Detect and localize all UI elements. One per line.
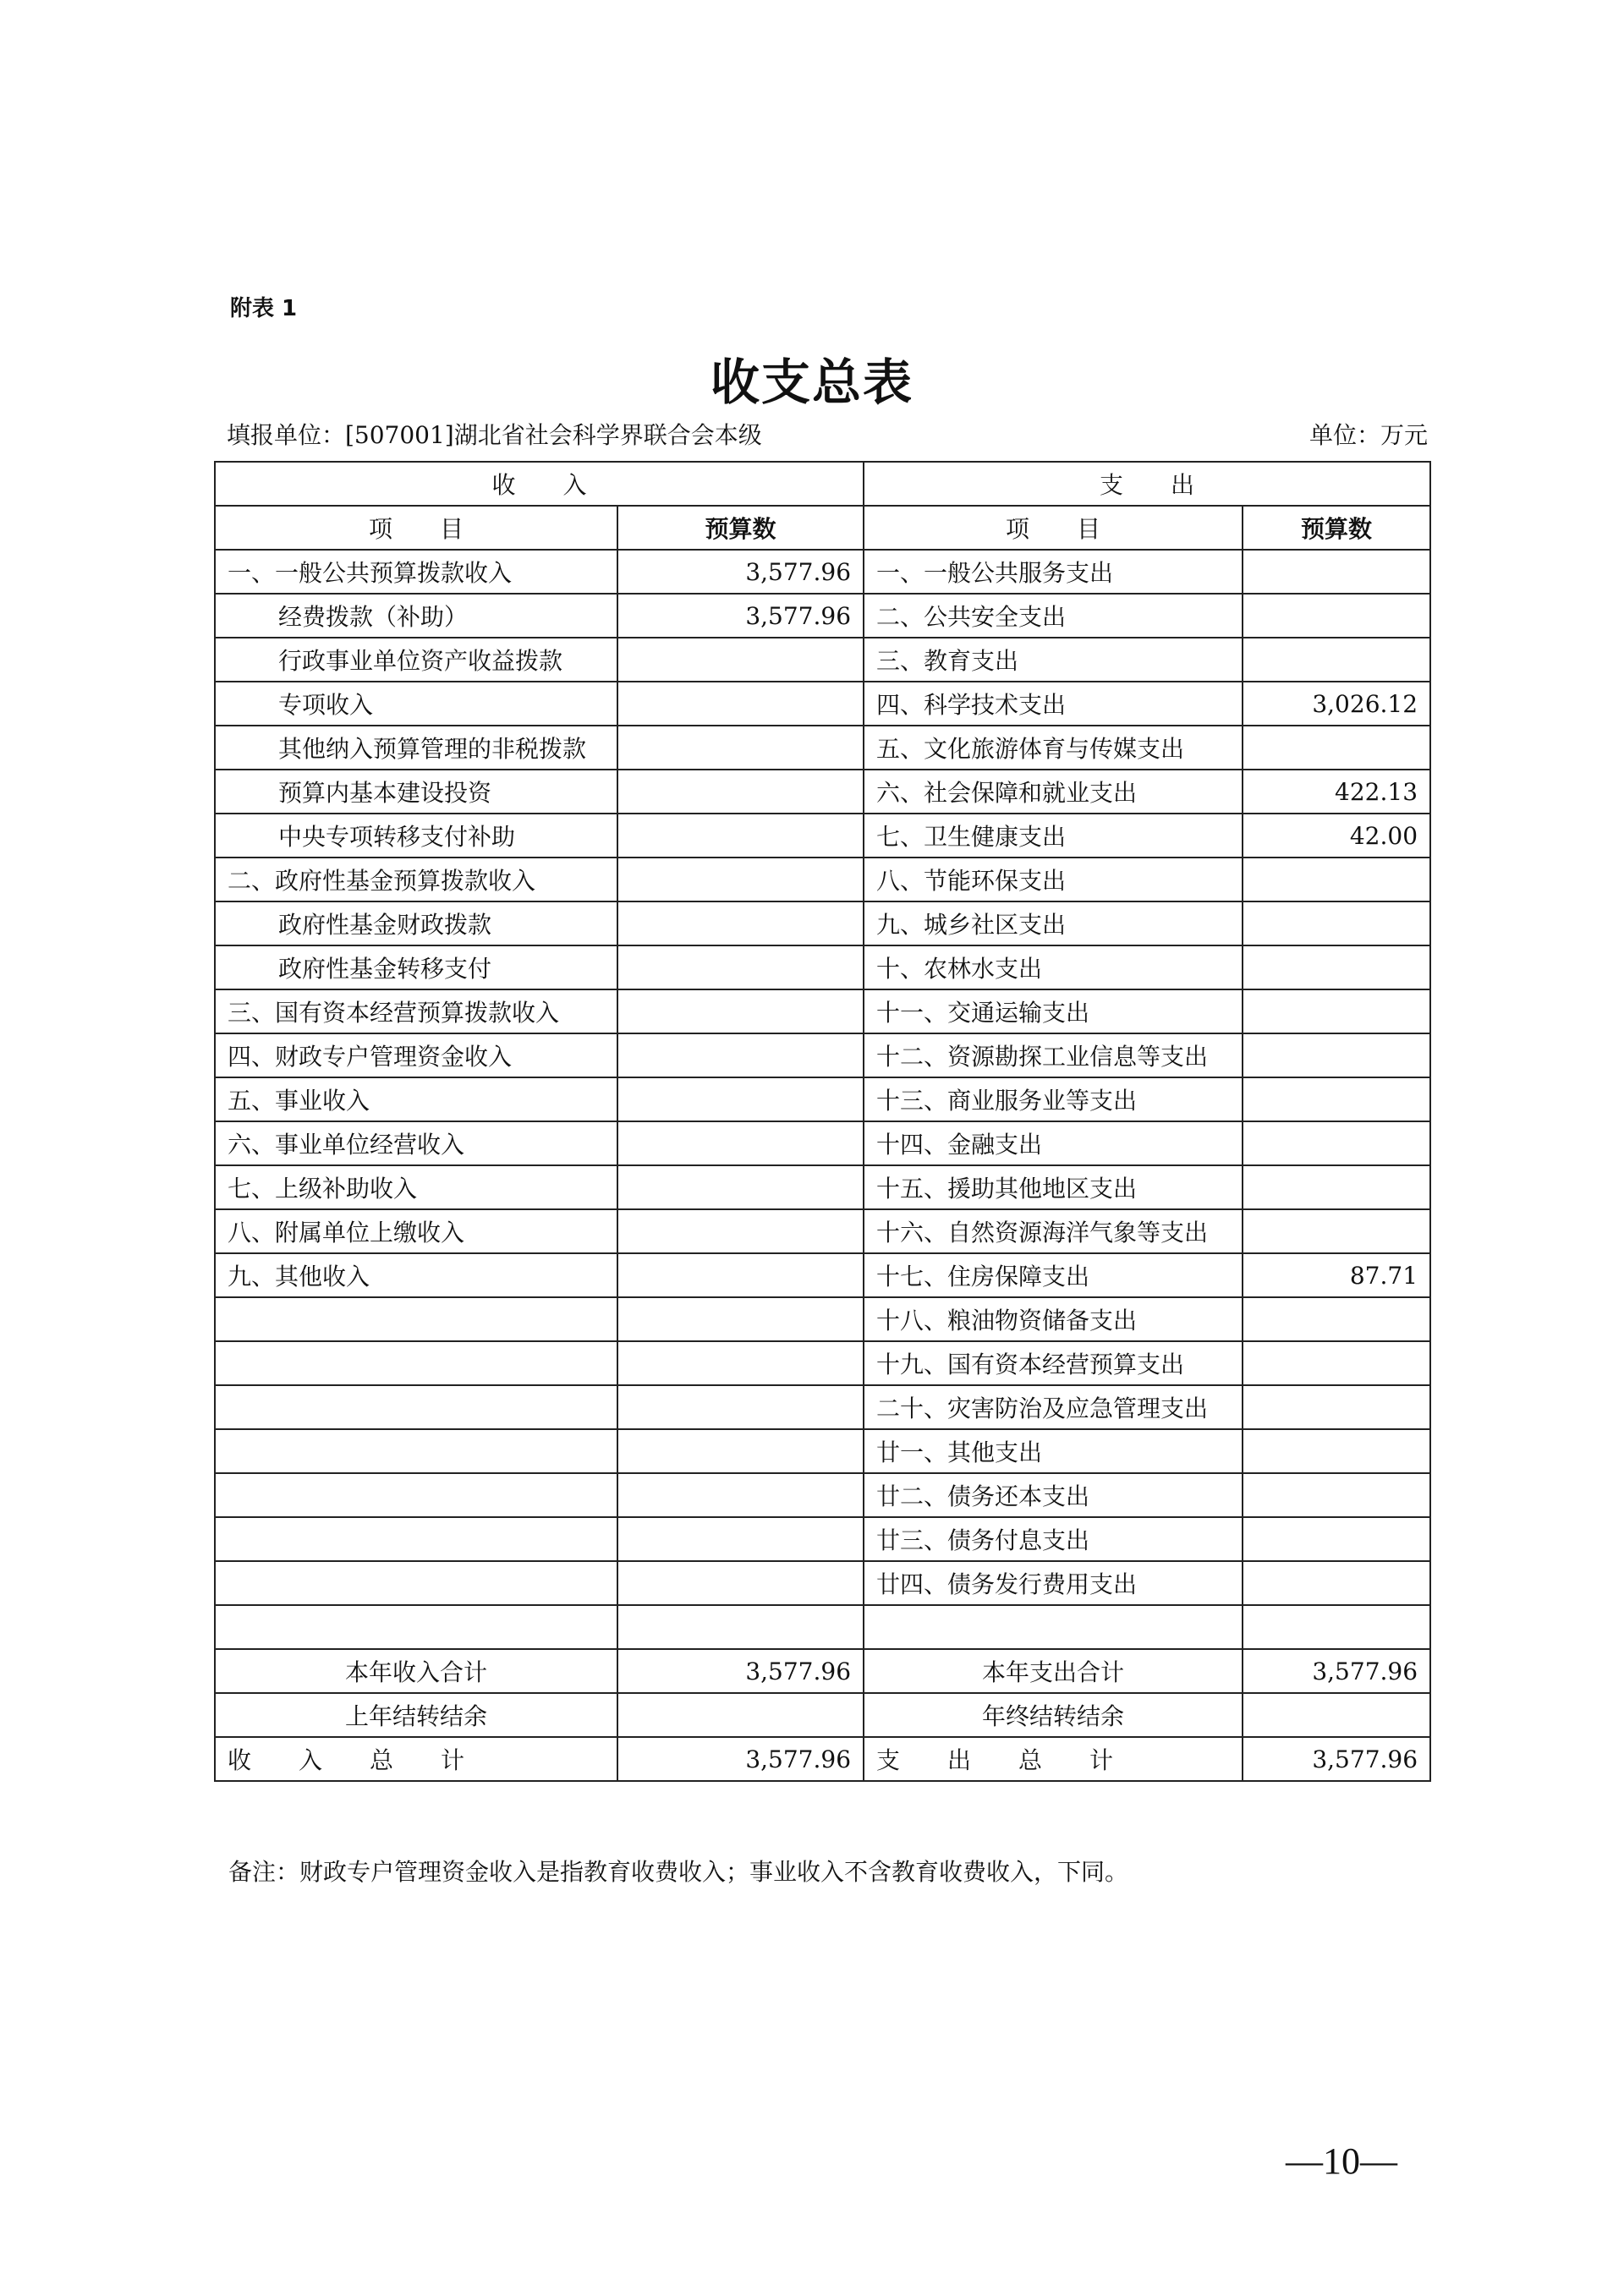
table-row bbox=[215, 1297, 1430, 1341]
table-row bbox=[215, 1253, 1430, 1297]
income-budget-cell bbox=[617, 726, 864, 770]
expense-budget-cell bbox=[1243, 858, 1430, 901]
expense-budget-cell: 87.71 bbox=[1243, 1253, 1430, 1297]
summary-row bbox=[215, 1737, 1430, 1781]
expense-item-cell: 十八、粮油物资储备支出 bbox=[864, 1297, 1243, 1341]
expense-budget-cell: 422.13 bbox=[1243, 770, 1430, 814]
expense-budget-cell bbox=[1243, 726, 1430, 770]
table-row bbox=[215, 726, 1430, 770]
table-row bbox=[215, 989, 1430, 1033]
expense-item-cell: 十六、自然资源海洋气象等支出 bbox=[864, 1209, 1243, 1253]
expense-item-cell: 一、一般公共服务支出 bbox=[864, 550, 1243, 594]
expense-item-cell: 六、社会保障和就业支出 bbox=[864, 770, 1243, 814]
expense-summary-label: 本年支出合计 bbox=[864, 1649, 1243, 1693]
income-item-cell bbox=[215, 1385, 617, 1429]
table-row bbox=[215, 858, 1430, 901]
expense-item-cell: 十一、交通运输支出 bbox=[864, 989, 1243, 1033]
income-budget-cell bbox=[617, 858, 864, 901]
income-budget-cell bbox=[617, 1165, 864, 1209]
income-summary-label: 本年收入合计 bbox=[215, 1649, 617, 1693]
expense-budget-cell: 42.00 bbox=[1243, 814, 1430, 858]
income-budget-cell bbox=[617, 814, 864, 858]
expense-budget-cell: 3,026.12 bbox=[1243, 682, 1430, 726]
expense-budget-header: 预算数 bbox=[1243, 506, 1430, 550]
expense-summary-value bbox=[1243, 1693, 1430, 1737]
expense-budget-cell bbox=[1243, 638, 1430, 682]
reporting-unit: 填报单位：[507001]湖北省社会科学界联合会本级 bbox=[227, 421, 762, 449]
footnote: 备注：财政专户管理资金收入是指教育收费收入；事业收入不含教育收费收入，下同。 bbox=[228, 1858, 1129, 1886]
table-row bbox=[215, 682, 1430, 726]
section-header-row bbox=[215, 462, 1430, 506]
expense-item-cell: 廿一、其他支出 bbox=[864, 1429, 1243, 1473]
income-summary-label: 上年结转结余 bbox=[215, 1693, 617, 1737]
income-item-cell: 预算内基本建设投资 bbox=[215, 770, 617, 814]
expense-budget-cell bbox=[1243, 1121, 1430, 1165]
income-item-cell: 三、国有资本经营预算拨款收入 bbox=[215, 989, 617, 1033]
table-row bbox=[215, 1165, 1430, 1209]
table-row bbox=[215, 1605, 1430, 1649]
expense-item-cell: 九、城乡社区支出 bbox=[864, 901, 1243, 945]
table-row bbox=[215, 1473, 1430, 1517]
table-row bbox=[215, 594, 1430, 638]
summary-row bbox=[215, 1693, 1430, 1737]
expense-item-cell: 十四、金融支出 bbox=[864, 1121, 1243, 1165]
expense-budget-cell bbox=[1243, 1165, 1430, 1209]
income-summary-value: 3,577.96 bbox=[617, 1737, 864, 1781]
income-budget-cell bbox=[617, 901, 864, 945]
income-item-cell bbox=[215, 1517, 617, 1561]
income-item-cell: 专项收入 bbox=[215, 682, 617, 726]
expense-item-cell: 二、公共安全支出 bbox=[864, 594, 1243, 638]
expense-item-cell: 廿二、债务还本支出 bbox=[864, 1473, 1243, 1517]
expense-summary-label: 支 出 总 计 bbox=[864, 1737, 1243, 1781]
expense-summary-value: 3,577.96 bbox=[1243, 1649, 1430, 1693]
page-number: —10— bbox=[1286, 2140, 1397, 2182]
income-summary-value bbox=[617, 1693, 864, 1737]
income-item-cell bbox=[215, 1561, 617, 1605]
income-item-cell: 政府性基金财政拨款 bbox=[215, 901, 617, 945]
expense-item-cell: 五、文化旅游体育与传媒支出 bbox=[864, 726, 1243, 770]
income-budget-cell bbox=[617, 1429, 864, 1473]
column-header-row bbox=[215, 506, 1430, 550]
table-row bbox=[215, 1121, 1430, 1165]
table-row bbox=[215, 945, 1430, 989]
income-budget-cell bbox=[617, 1033, 864, 1077]
expense-item-cell: 二十、灾害防治及应急管理支出 bbox=[864, 1385, 1243, 1429]
income-budget-cell bbox=[617, 945, 864, 989]
income-item-cell: 七、上级补助收入 bbox=[215, 1165, 617, 1209]
income-expense-table bbox=[214, 461, 1431, 1782]
income-item-cell bbox=[215, 1429, 617, 1473]
income-item-cell: 五、事业收入 bbox=[215, 1077, 617, 1121]
attachment-label: 附表 1 bbox=[230, 296, 298, 321]
expense-budget-cell bbox=[1243, 1517, 1430, 1561]
income-budget-cell bbox=[617, 770, 864, 814]
income-item-cell: 二、政府性基金预算拨款收入 bbox=[215, 858, 617, 901]
expense-summary-label: 年终结转结余 bbox=[864, 1693, 1243, 1737]
expense-budget-cell bbox=[1243, 901, 1430, 945]
expense-item-cell: 十五、援助其他地区支出 bbox=[864, 1165, 1243, 1209]
expense-budget-cell bbox=[1243, 989, 1430, 1033]
expense-item-cell: 廿三、债务付息支出 bbox=[864, 1517, 1243, 1561]
expense-budget-cell bbox=[1243, 1385, 1430, 1429]
table-row bbox=[215, 1033, 1430, 1077]
income-budget-cell bbox=[617, 1605, 864, 1649]
table-row bbox=[215, 1429, 1430, 1473]
income-budget-cell bbox=[617, 1077, 864, 1121]
expense-budget-cell bbox=[1243, 1341, 1430, 1385]
income-budget-cell bbox=[617, 1297, 864, 1341]
currency-unit: 单位：万元 bbox=[1309, 421, 1428, 449]
income-budget-cell bbox=[617, 1121, 864, 1165]
income-budget-cell: 3,577.96 bbox=[617, 550, 864, 594]
table-row bbox=[215, 770, 1430, 814]
income-section-header: 收 入 bbox=[215, 462, 864, 506]
income-budget-cell bbox=[617, 1473, 864, 1517]
income-item-cell bbox=[215, 1605, 617, 1649]
expense-budget-cell bbox=[1243, 594, 1430, 638]
table-row bbox=[215, 1517, 1430, 1561]
expense-budget-cell bbox=[1243, 945, 1430, 989]
income-item-cell bbox=[215, 1341, 617, 1385]
income-budget-cell bbox=[617, 1385, 864, 1429]
income-budget-cell bbox=[617, 682, 864, 726]
income-item-cell: 八、附属单位上缴收入 bbox=[215, 1209, 617, 1253]
expense-item-cell: 十九、国有资本经营预算支出 bbox=[864, 1341, 1243, 1385]
table-row bbox=[215, 814, 1430, 858]
expense-item-cell bbox=[864, 1605, 1243, 1649]
table-caption bbox=[227, 419, 1428, 452]
expense-section-header: 支 出 bbox=[864, 462, 1430, 506]
income-item-cell bbox=[215, 1297, 617, 1341]
income-summary-label: 收 入 总 计 bbox=[215, 1737, 617, 1781]
expense-item-cell: 八、节能环保支出 bbox=[864, 858, 1243, 901]
expense-budget-cell bbox=[1243, 1297, 1430, 1341]
expense-budget-cell bbox=[1243, 550, 1430, 594]
income-item-cell: 其他纳入预算管理的非税拨款 bbox=[215, 726, 617, 770]
expense-item-cell: 十七、住房保障支出 bbox=[864, 1253, 1243, 1297]
income-item-cell: 一、一般公共预算拨款收入 bbox=[215, 550, 617, 594]
income-budget-cell bbox=[617, 1209, 864, 1253]
income-budget-cell bbox=[617, 1561, 864, 1605]
expense-budget-cell bbox=[1243, 1473, 1430, 1517]
income-summary-value: 3,577.96 bbox=[617, 1649, 864, 1693]
income-item-cell bbox=[215, 1473, 617, 1517]
income-item-cell: 九、其他收入 bbox=[215, 1253, 617, 1297]
summary-row bbox=[215, 1649, 1430, 1693]
table-row bbox=[215, 638, 1430, 682]
expense-summary-value: 3,577.96 bbox=[1243, 1737, 1430, 1781]
expense-item-cell: 廿四、债务发行费用支出 bbox=[864, 1561, 1243, 1605]
expense-item-cell: 三、教育支出 bbox=[864, 638, 1243, 682]
expense-item-cell: 十二、资源勘探工业信息等支出 bbox=[864, 1033, 1243, 1077]
income-item-header: 项 目 bbox=[215, 506, 617, 550]
table-row bbox=[215, 1385, 1430, 1429]
income-budget-cell bbox=[617, 1253, 864, 1297]
table-row bbox=[215, 1209, 1430, 1253]
table-row bbox=[215, 1077, 1430, 1121]
income-budget-cell bbox=[617, 638, 864, 682]
expense-item-cell: 十、农林水支出 bbox=[864, 945, 1243, 989]
table-row bbox=[215, 1341, 1430, 1385]
expense-item-cell: 七、卫生健康支出 bbox=[864, 814, 1243, 858]
expense-budget-cell bbox=[1243, 1209, 1430, 1253]
income-item-cell: 经费拨款（补助） bbox=[215, 594, 617, 638]
income-item-cell: 中央专项转移支付补助 bbox=[215, 814, 617, 858]
income-item-cell: 政府性基金转移支付 bbox=[215, 945, 617, 989]
table-row bbox=[215, 1561, 1430, 1605]
expense-item-cell: 四、科学技术支出 bbox=[864, 682, 1243, 726]
expense-budget-cell bbox=[1243, 1561, 1430, 1605]
income-budget-header: 预算数 bbox=[617, 506, 864, 550]
income-budget-cell bbox=[617, 1341, 864, 1385]
income-budget-cell bbox=[617, 1517, 864, 1561]
page-title: 收支总表 bbox=[710, 353, 914, 411]
income-item-cell: 六、事业单位经营收入 bbox=[215, 1121, 617, 1165]
income-item-cell: 行政事业单位资产收益拨款 bbox=[215, 638, 617, 682]
expense-budget-cell bbox=[1243, 1429, 1430, 1473]
income-budget-cell bbox=[617, 989, 864, 1033]
expense-budget-cell bbox=[1243, 1033, 1430, 1077]
expense-item-cell: 十三、商业服务业等支出 bbox=[864, 1077, 1243, 1121]
expense-item-header: 项 目 bbox=[864, 506, 1243, 550]
table-row bbox=[215, 901, 1430, 945]
income-budget-cell: 3,577.96 bbox=[617, 594, 864, 638]
expense-budget-cell bbox=[1243, 1605, 1430, 1649]
table-row bbox=[215, 550, 1430, 594]
expense-budget-cell bbox=[1243, 1077, 1430, 1121]
income-item-cell: 四、财政专户管理资金收入 bbox=[215, 1033, 617, 1077]
